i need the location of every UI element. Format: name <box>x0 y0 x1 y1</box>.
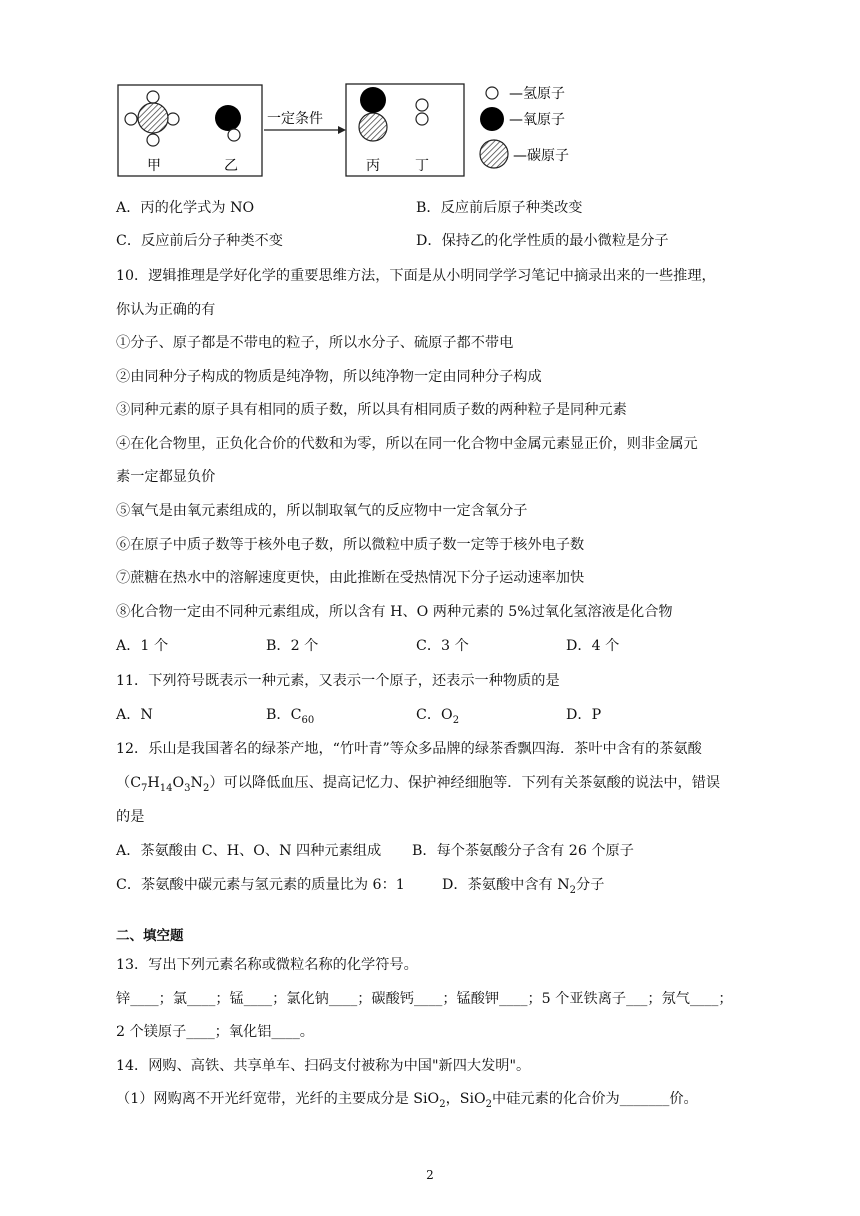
q14-stem: 14．网购、高铁、共享单车、扫码支付被称为中国"新四大发明"。 <box>116 1058 531 1074</box>
q13-blanks-line1: 锌____；氯____；锰____；氯化钠____；碳酸钙____；锰酸钾____；5 个亚铁离子___；氖气____； <box>116 991 733 1007</box>
q10-item-2: ②由同种分子构成的物质是纯净物，所以纯净物一定由同种分子构成 <box>116 369 542 385</box>
q11-option-c: C．$O_2$ <box>416 707 460 726</box>
q9-option-a: A．丙的化学式为 NO <box>116 200 255 216</box>
legend <box>480 86 569 168</box>
oxygen-atom-icon <box>480 107 504 131</box>
q12-stem-line1: 12．乐山是我国著名的绿茶产地，“竹叶青”等众多品牌的绿茶香飘四海．茶叶中含有的茶氨酸 <box>116 741 702 757</box>
q10-item-7: ⑦蔗糖在热水中的溶解速度更快，由此推断在受热情况下分子运动速率加快 <box>116 570 585 586</box>
reactants-box <box>118 85 262 176</box>
q10-item-4: ④在化合物里，正负化合价的代数和为零，所以在同一化合物中金属元素显正价，则非金属元 <box>116 436 698 452</box>
q10-item-4-cont: 素一定都显负价 <box>116 469 216 485</box>
arrow-label: 一定条件 <box>267 111 323 127</box>
label-ding: 丁 <box>415 158 429 174</box>
q10-item-5: ⑤氧气是由氧元素组成的，所以制取氧气的反应物中一定含氧分子 <box>116 503 528 519</box>
arrow-head-icon <box>338 126 346 134</box>
molecule-ding <box>416 99 428 125</box>
q12-stem-line2: $(C_7H_{14}O_3N_2)$可以降低血压、提高记忆力、保护神经细胞等．下列有关茶氨酸的说法中，错误 <box>116 775 721 794</box>
q10-item-6: ⑥在原子中质子数等于核外电子数，所以微粒中质子数一定等于核外电子数 <box>116 537 585 553</box>
q10-item-1: ①分子、原子都是不带电的粒子，所以水分子、硫原子都不带电 <box>116 335 514 351</box>
q11-option-a: A．N <box>116 707 153 723</box>
legend-oxygen: —氧原子 <box>509 112 565 128</box>
q13-stem: 13．写出下列元素名称或微粒名称的化学符号。 <box>116 957 418 973</box>
q13-blanks-line2: 2 个镁原子____；氧化铝____。 <box>116 1024 314 1040</box>
label-bing: 丙 <box>366 158 380 174</box>
label-yi: 乙 <box>224 158 238 174</box>
reaction-diagram <box>116 78 596 182</box>
q11-option-d: D．P <box>566 707 602 723</box>
hydrogen-atom-icon <box>486 87 498 99</box>
q12-option-b: B．每个茶氨酸分子含有 26 个原子 <box>412 843 634 859</box>
section-title: 二、填空题 <box>116 928 184 944</box>
q14-sub1: （1）网购离不开光纤宽带，光纤的主要成分是 SiO$_2$，SiO$_2$中硅元素的化合价为_______价。 <box>116 1091 698 1110</box>
q10-stem-line2: 你认为正确的有 <box>116 302 216 318</box>
q10-option-b: B．2 个 <box>266 638 319 654</box>
label-jia: 甲 <box>147 158 161 174</box>
legend-carbon: —碳原子 <box>513 148 569 164</box>
molecule-bing <box>359 87 387 141</box>
q12-option-d: D．茶氨酸中含有 $N_2$分子 <box>442 877 605 896</box>
q11-option-b: B．$C_{60}$ <box>266 707 315 726</box>
q12-option-c: C．茶氨酸中碳元素与氢元素的质量比为 6：1 <box>116 877 405 893</box>
carbon-atom-icon <box>480 140 508 168</box>
q10-option-d: D．4 个 <box>566 638 620 654</box>
molecule-yi <box>215 105 241 141</box>
q10-option-a: A．1 个 <box>116 638 169 654</box>
q10-item-3: ③同种元素的原子具有相同的质子数，所以具有相同质子数的两种粒子是同种元素 <box>116 402 627 418</box>
q10-item-8: ⑧化合物一定由不同种元素组成，所以含有 H、O 两种元素的 5%过氧化氢溶液是化合物 <box>116 604 673 620</box>
q12-stem-line3: 的是 <box>116 809 145 825</box>
q10-stem-line1: 10．逻辑推理是学好化学的重要思维方法，下面是从小明同学学习笔记中摘录出来的一些推理， <box>116 268 716 284</box>
q9-option-c: C．反应前后分子种类不变 <box>116 233 283 249</box>
q9-option-b: B．反应前后原子种类改变 <box>416 200 583 216</box>
q12-option-a: A．茶氨酸由 C、H、O、N 四种元素组成 <box>116 843 382 859</box>
molecule-jia <box>125 91 179 146</box>
page-number: 2 <box>426 1168 434 1182</box>
legend-hydrogen: —氢原子 <box>509 86 565 102</box>
q9-option-d: D．保持乙的化学性质的最小微粒是分子 <box>416 233 669 249</box>
q10-option-c: C．3 个 <box>416 638 469 654</box>
q11-stem: 11．下列符号既表示一种元素，又表示一个原子，还表示一种物质的是 <box>116 673 560 689</box>
